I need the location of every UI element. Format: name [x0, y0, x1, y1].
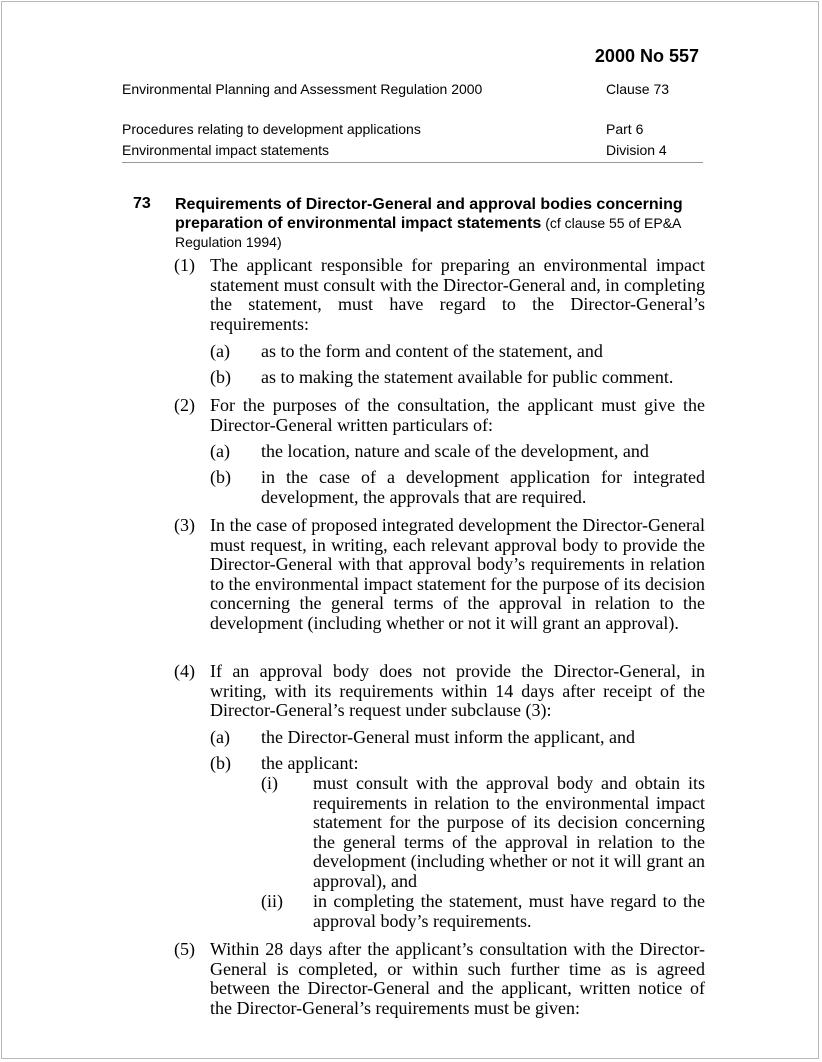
part-title: Procedures relating to development applications: [122, 121, 421, 137]
item-number: (a): [210, 341, 230, 361]
item-number: (b): [210, 367, 231, 387]
part-reference: Part 6: [606, 121, 644, 137]
item-number: (a): [210, 441, 230, 461]
subclause-text: If an approval body does not provide the Director-General, in writing, with its requirements within 14 days after receipt of the Director-General’s request under subclause (3):: [210, 661, 705, 721]
subclause-number: (1): [174, 255, 195, 275]
subclause-text: The applicant responsible for preparing an environmental impact statement must consult with the Director-General and, in completing the statement, must have regard to the Director-General’s requirements:: [210, 255, 705, 334]
division-reference: Division 4: [606, 142, 667, 158]
subclause-text: Within 28 days after the applicant’s consultation with the Director-General is completed, or within such further time as is agreed between the Director-General and the applicant, written notice of the Director-General’s requirements must be given:: [210, 939, 705, 1018]
act-number: 2000 No 557: [594, 46, 699, 66]
regulation-title: Environmental Planning and Assessment Regulation 2000: [122, 81, 483, 97]
subitem-number: (i): [261, 773, 278, 793]
clause-heading-text: Requirements of Director-General and approval bodies concerning preparation of environmental impact statements: [175, 196, 683, 232]
clause-reference: Clause 73: [606, 81, 670, 97]
subclause-text: In the case of proposed integrated development the Director-General must request, in writing, each relevant approval body to provide the Director-General with that approval body’s requirements in relation to the environmental impact statement for the purpose of its decision concerning the general terms of the approval in relation to the development (including whether or not it will grant an approval).: [210, 515, 705, 633]
item-text: in the case of a development application for integrated development, the approvals that are required.: [261, 467, 705, 507]
item-number: (b): [210, 753, 231, 773]
item-text: the Director-General must inform the applicant, and: [261, 727, 636, 747]
item-text: the applicant:: [261, 753, 359, 773]
subitem-text: in completing the statement, must have regard to the approval body’s requirements.: [313, 891, 705, 931]
item-text: as to making the statement available for public comment.: [261, 367, 674, 387]
item-text: as to the form and content of the statement, and: [261, 341, 603, 361]
subitem-text: must consult with the approval body and obtain its requirements in relation to the environmental impact statement for the purpose of its decision concerning the general terms of the approval in relation to the development (including whether or not it will grant an approval), and: [313, 773, 705, 891]
item-number: (b): [210, 467, 231, 487]
subclause-text: For the purposes of the consultation, the applicant must give the Director-General written particulars of:: [210, 395, 705, 435]
item-number: (a): [210, 727, 230, 747]
clause-heading: [175, 195, 705, 252]
subclause-number: (2): [174, 395, 195, 415]
subclause-number: (3): [174, 515, 195, 535]
subitem-number: (ii): [261, 891, 283, 911]
division-title: Environmental impact statements: [122, 142, 329, 158]
subclause-number: (5): [174, 939, 195, 959]
clause-note: (cf clause 55 of EP&A Regulation 1994): [175, 215, 681, 250]
subclause-number: (4): [174, 661, 195, 681]
header-divider: [122, 162, 703, 163]
clause-number: 73: [133, 195, 151, 212]
document-page: [1, 1, 819, 1059]
item-text: the location, nature and scale of the development, and: [261, 441, 649, 461]
